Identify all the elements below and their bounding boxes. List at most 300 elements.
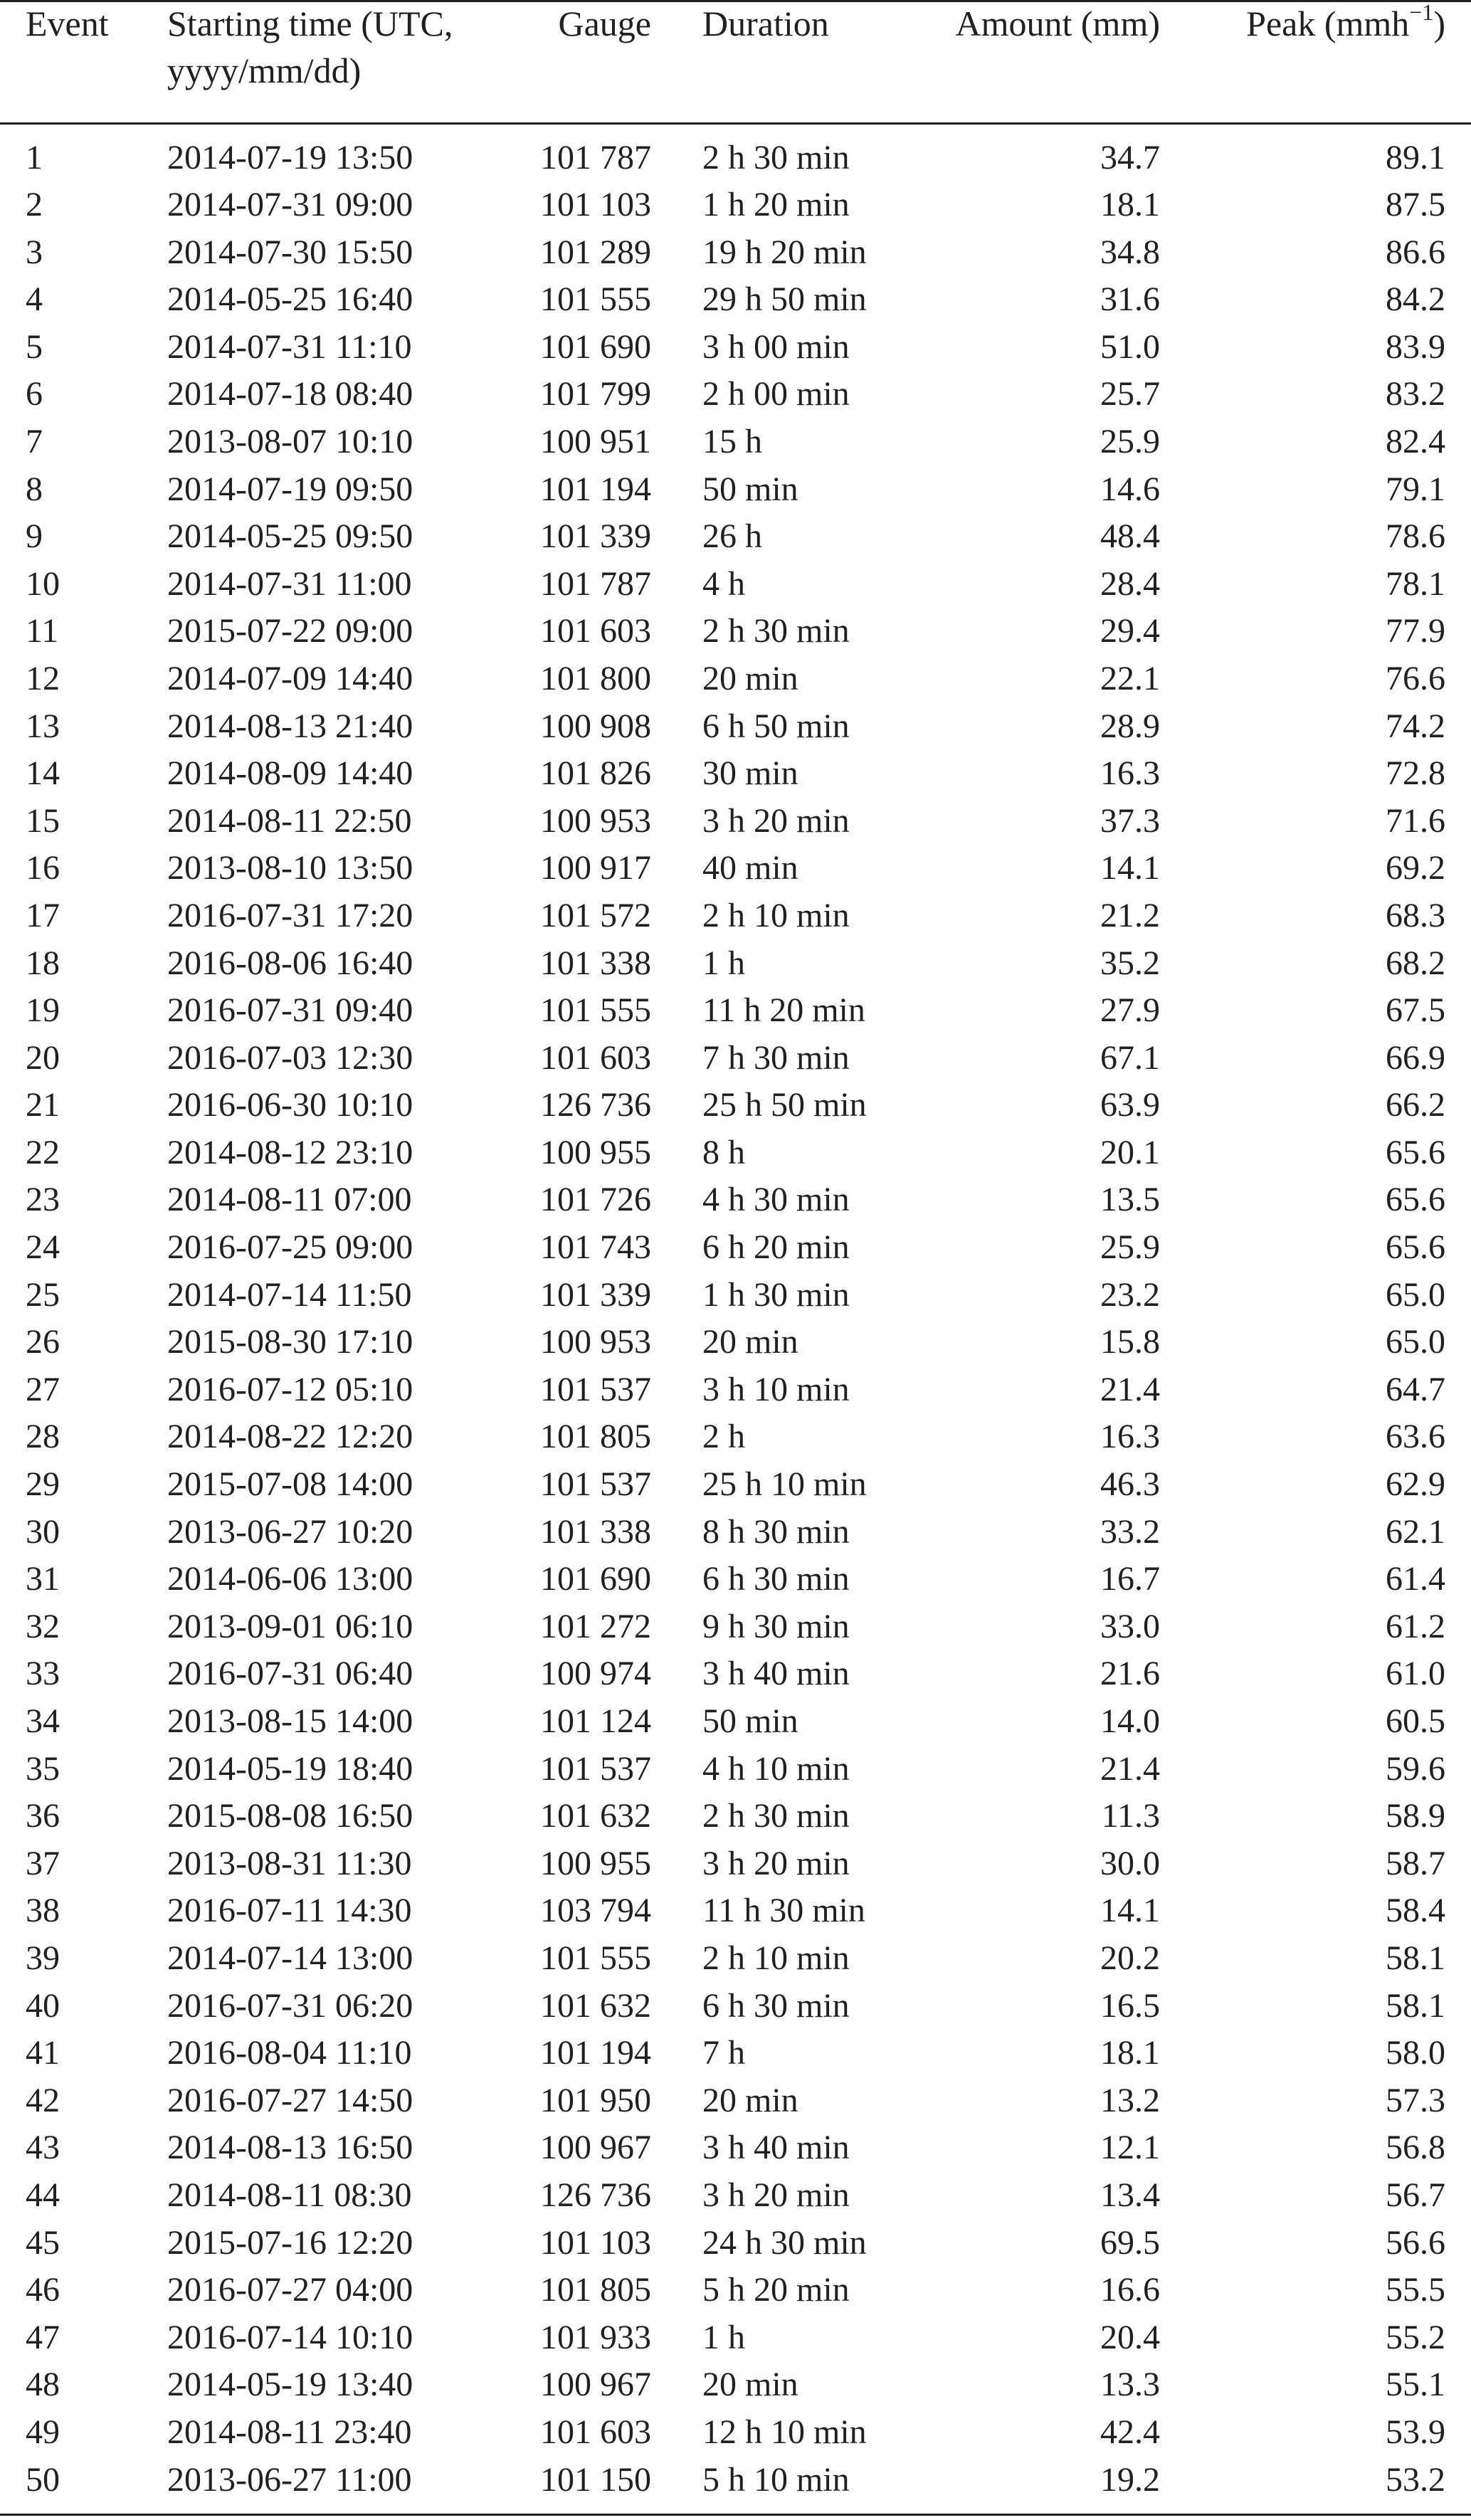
table-row xyxy=(0,1887,1471,1935)
cell-duration: 7 h xyxy=(702,2034,745,2072)
cell-event: 46 xyxy=(26,2271,60,2309)
cell-amount: 67.1 xyxy=(1100,1038,1160,1077)
cell-starting-time: 2016-07-25 09:00 xyxy=(167,1228,413,1267)
header-starting-time xyxy=(167,0,509,125)
table-row xyxy=(0,181,1471,229)
header-peak-base: Peak (mmh xyxy=(1246,4,1410,43)
cell-event: 41 xyxy=(26,2034,60,2072)
cell-event: 36 xyxy=(26,1797,60,1835)
cell-event: 40 xyxy=(26,1986,60,2025)
cell-amount: 12.1 xyxy=(1100,2129,1160,2167)
cell-starting-time: 2013-09-01 06:10 xyxy=(167,1607,413,1645)
cell-duration: 2 h 10 min xyxy=(702,1939,850,1977)
cell-amount: 11.3 xyxy=(1101,1797,1160,1835)
cell-starting-time: 2014-06-06 13:00 xyxy=(167,1560,413,1598)
cell-duration: 3 h 40 min xyxy=(702,1655,850,1693)
cell-peak: 68.2 xyxy=(1386,944,1445,982)
cell-gauge: 101 826 xyxy=(540,754,651,793)
cell-duration: 3 h 10 min xyxy=(702,1370,850,1408)
table-row xyxy=(0,1603,1471,1651)
cell-gauge: 101 800 xyxy=(540,659,651,697)
cell-starting-time: 2016-07-12 05:10 xyxy=(167,1370,413,1408)
cell-gauge: 101 338 xyxy=(540,1512,651,1551)
cell-gauge: 101 787 xyxy=(540,564,651,603)
table-row xyxy=(0,1556,1471,1603)
cell-peak: 63.6 xyxy=(1386,1418,1445,1456)
cell-peak: 69.2 xyxy=(1386,849,1445,887)
header-row xyxy=(0,0,1471,125)
table-row xyxy=(0,1319,1471,1366)
cell-event: 16 xyxy=(26,849,60,887)
cell-duration: 26 h xyxy=(702,517,762,556)
cell-starting-time: 2014-08-13 21:40 xyxy=(167,707,413,745)
cell-starting-time: 2014-07-18 08:40 xyxy=(167,375,413,413)
header-peak-exponent: −1 xyxy=(1409,0,1434,26)
cell-peak: 61.0 xyxy=(1386,1655,1445,1693)
cell-starting-time: 2013-06-27 11:00 xyxy=(167,2460,412,2499)
table-row xyxy=(0,513,1471,561)
cell-peak: 55.5 xyxy=(1386,2271,1445,2309)
table-row xyxy=(0,1746,1471,1793)
cell-gauge: 101 690 xyxy=(540,327,651,366)
cell-starting-time: 2015-08-30 17:10 xyxy=(167,1323,413,1361)
cell-gauge: 100 967 xyxy=(540,2366,651,2404)
cell-event: 38 xyxy=(26,1892,60,1930)
cell-duration: 6 h 50 min xyxy=(702,707,850,745)
cell-starting-time: 2014-05-25 16:40 xyxy=(167,280,413,319)
cell-event: 13 xyxy=(26,707,60,745)
cell-amount: 20.2 xyxy=(1100,1939,1160,1977)
cell-starting-time: 2016-07-27 14:50 xyxy=(167,2081,413,2119)
cell-gauge: 100 974 xyxy=(540,1655,651,1693)
cell-amount: 23.2 xyxy=(1100,1275,1160,1314)
table-row xyxy=(0,2361,1471,2409)
cell-peak: 62.9 xyxy=(1386,1465,1445,1504)
cell-event: 25 xyxy=(26,1275,60,1314)
cell-duration: 25 h 10 min xyxy=(702,1465,867,1504)
cell-peak: 64.7 xyxy=(1386,1370,1445,1408)
cell-event: 23 xyxy=(26,1181,60,1219)
cell-starting-time: 2016-06-30 10:10 xyxy=(167,1086,413,1124)
cell-gauge: 101 603 xyxy=(540,1038,651,1077)
cell-event: 6 xyxy=(26,375,43,413)
cell-duration: 4 h 30 min xyxy=(702,1181,850,1219)
cell-event: 45 xyxy=(26,2223,60,2262)
cell-starting-time: 2013-08-31 11:30 xyxy=(167,1844,412,1882)
cell-event: 39 xyxy=(26,1939,60,1977)
cell-peak: 66.2 xyxy=(1386,1086,1445,1124)
cell-starting-time: 2014-08-11 07:00 xyxy=(167,1181,412,1219)
cell-amount: 13.3 xyxy=(1100,2366,1160,2404)
cell-peak: 71.6 xyxy=(1386,801,1445,840)
cell-gauge: 101 555 xyxy=(540,1939,651,1977)
cell-duration: 1 h xyxy=(702,2318,745,2356)
table-row xyxy=(0,1129,1471,1177)
cell-starting-time: 2014-07-31 11:00 xyxy=(167,564,412,603)
table-body xyxy=(0,125,1471,2504)
cell-gauge: 101 632 xyxy=(540,1986,651,2025)
cell-starting-time: 2016-08-04 11:10 xyxy=(167,2034,412,2072)
cell-amount: 31.6 xyxy=(1100,280,1160,319)
cell-duration: 20 min xyxy=(702,2366,798,2404)
table-row xyxy=(0,1366,1471,1414)
cell-amount: 35.2 xyxy=(1100,944,1160,982)
cell-peak: 68.3 xyxy=(1386,896,1445,934)
cell-event: 8 xyxy=(26,470,43,508)
header-starting-time-line1: Starting time (UTC, xyxy=(167,4,453,43)
cell-event: 28 xyxy=(26,1418,60,1456)
cell-amount: 63.9 xyxy=(1100,1086,1160,1124)
cell-event: 50 xyxy=(26,2460,60,2499)
cell-gauge: 101 632 xyxy=(540,1797,651,1835)
cell-peak: 58.0 xyxy=(1386,2034,1445,2072)
cell-amount: 28.4 xyxy=(1100,564,1160,603)
cell-event: 48 xyxy=(26,2366,60,2404)
cell-starting-time: 2015-08-08 16:50 xyxy=(167,1797,413,1835)
cell-duration: 1 h 30 min xyxy=(702,1275,850,1314)
table-row xyxy=(0,1035,1471,1082)
cell-gauge: 100 955 xyxy=(540,1844,651,1882)
cell-gauge: 100 908 xyxy=(540,707,651,745)
table-row xyxy=(0,1840,1471,1888)
cell-gauge: 101 272 xyxy=(540,1607,651,1645)
cell-gauge: 101 289 xyxy=(540,233,651,271)
cell-peak: 56.8 xyxy=(1386,2129,1445,2167)
cell-event: 44 xyxy=(26,2176,60,2214)
cell-starting-time: 2016-07-27 04:00 xyxy=(167,2271,413,2309)
table-bottom-rule xyxy=(0,2514,1471,2516)
cell-gauge: 101 537 xyxy=(540,1465,651,1504)
cell-amount: 21.4 xyxy=(1100,1749,1160,1788)
cell-gauge: 100 953 xyxy=(540,801,651,840)
table-row xyxy=(0,2030,1471,2077)
cell-starting-time: 2014-08-09 14:40 xyxy=(167,754,413,793)
cell-amount: 14.1 xyxy=(1100,849,1160,887)
cell-starting-time: 2014-08-12 23:10 xyxy=(167,1133,413,1171)
cell-starting-time: 2016-07-31 06:40 xyxy=(167,1655,413,1693)
cell-peak: 86.6 xyxy=(1386,233,1445,271)
cell-duration: 6 h 30 min xyxy=(702,1986,850,2025)
cell-event: 17 xyxy=(26,896,60,934)
cell-duration: 50 min xyxy=(702,470,798,508)
cell-gauge: 101 603 xyxy=(540,2413,651,2451)
table-row xyxy=(0,1935,1471,1983)
table-row xyxy=(0,1698,1471,1746)
cell-gauge: 101 805 xyxy=(540,2271,651,2309)
cell-event: 21 xyxy=(26,1086,60,1124)
cell-gauge: 101 194 xyxy=(540,2034,651,2072)
cell-event: 14 xyxy=(26,754,60,793)
cell-amount: 18.1 xyxy=(1100,2034,1160,2072)
table-row xyxy=(0,1413,1471,1461)
cell-duration: 3 h 40 min xyxy=(702,2129,850,2167)
cell-amount: 13.4 xyxy=(1100,2176,1160,2214)
cell-peak: 65.6 xyxy=(1386,1181,1445,1219)
cell-peak: 89.1 xyxy=(1386,139,1445,176)
cell-amount: 34.8 xyxy=(1100,233,1160,271)
cell-amount: 25.7 xyxy=(1100,375,1160,413)
table-row xyxy=(0,2077,1471,2125)
cell-event: 3 xyxy=(26,233,43,271)
cell-amount: 16.5 xyxy=(1100,1986,1160,2025)
cell-starting-time: 2014-08-22 12:20 xyxy=(167,1418,413,1456)
cell-starting-time: 2014-08-11 22:50 xyxy=(167,801,412,840)
cell-event: 2 xyxy=(26,186,43,223)
cell-gauge: 100 955 xyxy=(540,1133,651,1171)
cell-duration: 29 h 50 min xyxy=(702,280,867,319)
cell-peak: 65.6 xyxy=(1386,1133,1445,1171)
cell-duration: 6 h 20 min xyxy=(702,1228,850,1267)
cell-duration: 8 h 30 min xyxy=(702,1512,850,1551)
cell-event: 12 xyxy=(26,659,60,697)
table-row xyxy=(0,703,1471,751)
table-row xyxy=(0,2267,1471,2314)
cell-starting-time: 2014-07-09 14:40 xyxy=(167,659,413,697)
cell-event: 26 xyxy=(26,1323,60,1361)
cell-peak: 82.4 xyxy=(1386,422,1445,460)
cell-duration: 2 h 30 min xyxy=(702,1797,850,1835)
cell-peak: 77.9 xyxy=(1386,612,1445,650)
cell-duration: 4 h 10 min xyxy=(702,1749,850,1788)
cell-peak: 58.9 xyxy=(1386,1797,1445,1835)
table-row xyxy=(0,892,1471,940)
cell-peak: 83.2 xyxy=(1386,375,1445,413)
cell-amount: 16.6 xyxy=(1100,2271,1160,2309)
cell-starting-time: 2016-07-31 09:40 xyxy=(167,991,413,1030)
cell-amount: 29.4 xyxy=(1100,612,1160,650)
header-amount: Amount (mm) xyxy=(955,4,1160,43)
table-row xyxy=(0,655,1471,703)
table-row xyxy=(0,466,1471,514)
cell-event: 49 xyxy=(26,2413,60,2451)
cell-starting-time: 2014-05-25 09:50 xyxy=(167,517,413,556)
cell-duration: 15 h xyxy=(702,422,762,460)
cell-gauge: 103 794 xyxy=(540,1892,651,1930)
cell-peak: 62.1 xyxy=(1386,1512,1445,1551)
cell-gauge: 101 787 xyxy=(540,139,651,176)
cell-duration: 11 h 30 min xyxy=(702,1892,865,1930)
table-row xyxy=(0,1509,1471,1556)
cell-event: 47 xyxy=(26,2318,60,2356)
cell-amount: 33.0 xyxy=(1100,1607,1160,1645)
cell-amount: 34.7 xyxy=(1100,139,1160,176)
cell-event: 1 xyxy=(26,139,43,176)
cell-gauge: 101 603 xyxy=(540,612,651,650)
cell-gauge: 101 690 xyxy=(540,1560,651,1598)
cell-amount: 21.4 xyxy=(1100,1370,1160,1408)
cell-event: 29 xyxy=(26,1465,60,1504)
cell-event: 42 xyxy=(26,2081,60,2119)
cell-amount: 21.6 xyxy=(1100,1655,1160,1693)
cell-duration: 2 h 00 min xyxy=(702,375,850,413)
cell-event: 10 xyxy=(26,564,60,603)
cell-gauge: 101 805 xyxy=(540,1418,651,1456)
cell-starting-time: 2014-07-19 13:50 xyxy=(167,139,413,176)
table-row xyxy=(0,798,1471,845)
cell-event: 11 xyxy=(26,612,59,650)
header-event: Event xyxy=(26,4,109,43)
cell-gauge: 101 555 xyxy=(540,991,651,1030)
table-row xyxy=(0,750,1471,798)
table-row xyxy=(0,561,1471,608)
cell-event: 9 xyxy=(26,517,43,556)
cell-duration: 25 h 50 min xyxy=(702,1086,867,1124)
cell-peak: 74.2 xyxy=(1386,707,1445,745)
cell-starting-time: 2015-07-16 12:20 xyxy=(167,2223,413,2262)
cell-starting-time: 2016-07-14 10:10 xyxy=(167,2318,413,2356)
cell-event: 43 xyxy=(26,2129,60,2167)
cell-amount: 16.3 xyxy=(1100,754,1160,793)
cell-amount: 19.2 xyxy=(1100,2460,1160,2499)
cell-peak: 57.3 xyxy=(1386,2081,1445,2119)
cell-peak: 58.1 xyxy=(1386,1939,1445,1977)
header-peak xyxy=(1160,0,1471,125)
cell-event: 35 xyxy=(26,1749,60,1788)
cell-event: 30 xyxy=(26,1512,60,1551)
table-row xyxy=(0,1272,1471,1319)
cell-duration: 12 h 10 min xyxy=(702,2413,867,2451)
cell-amount: 13.5 xyxy=(1100,1181,1160,1219)
cell-duration: 1 h 20 min xyxy=(702,186,850,223)
cell-starting-time: 2016-07-03 12:30 xyxy=(167,1038,413,1077)
cell-duration: 9 h 30 min xyxy=(702,1607,850,1645)
table-row xyxy=(0,2220,1471,2267)
cell-peak: 65.0 xyxy=(1386,1275,1445,1314)
cell-gauge: 101 555 xyxy=(540,280,651,319)
cell-starting-time: 2014-07-14 11:50 xyxy=(167,1275,412,1314)
cell-gauge: 101 150 xyxy=(540,2460,651,2499)
cell-amount: 48.4 xyxy=(1100,517,1160,556)
cell-gauge: 100 917 xyxy=(540,849,651,887)
cell-duration: 50 min xyxy=(702,1702,798,1740)
table-row xyxy=(0,1461,1471,1509)
cell-gauge: 101 933 xyxy=(540,2318,651,2356)
cell-duration: 19 h 20 min xyxy=(702,233,867,271)
cell-amount: 42.4 xyxy=(1100,2413,1160,2451)
cell-peak: 56.6 xyxy=(1386,2223,1445,2262)
cell-peak: 56.7 xyxy=(1386,2176,1445,2214)
cell-event: 22 xyxy=(26,1133,60,1171)
cell-event: 33 xyxy=(26,1655,60,1693)
table-row xyxy=(0,276,1471,324)
cell-duration: 20 min xyxy=(702,2081,798,2119)
cell-duration: 3 h 20 min xyxy=(702,801,850,840)
cell-amount: 16.7 xyxy=(1100,1560,1160,1598)
cell-gauge: 101 950 xyxy=(540,2081,651,2119)
cell-amount: 18.1 xyxy=(1100,186,1160,223)
cell-gauge: 100 951 xyxy=(540,422,651,460)
cell-amount: 14.6 xyxy=(1100,470,1160,508)
cell-amount: 27.9 xyxy=(1100,991,1160,1030)
cell-peak: 58.7 xyxy=(1386,1844,1445,1882)
cell-event: 4 xyxy=(26,280,43,319)
cell-amount: 33.2 xyxy=(1100,1512,1160,1551)
cell-amount: 20.4 xyxy=(1100,2318,1160,2356)
cell-peak: 84.2 xyxy=(1386,280,1445,319)
table-row xyxy=(0,940,1471,988)
cell-amount: 69.5 xyxy=(1100,2223,1160,2262)
cell-peak: 78.6 xyxy=(1386,517,1445,556)
cell-peak: 61.2 xyxy=(1386,1607,1445,1645)
table-row xyxy=(0,1650,1471,1698)
cell-duration: 3 h 20 min xyxy=(702,1844,850,1882)
cell-gauge: 101 537 xyxy=(540,1749,651,1788)
cell-duration: 20 min xyxy=(702,1323,798,1361)
table-row xyxy=(0,1176,1471,1224)
header-gauge: Gauge xyxy=(558,4,651,43)
cell-amount: 13.2 xyxy=(1100,2081,1160,2119)
cell-amount: 21.2 xyxy=(1100,896,1160,934)
table-row xyxy=(0,371,1471,418)
cell-gauge: 101 194 xyxy=(540,470,651,508)
cell-starting-time: 2013-08-10 13:50 xyxy=(167,849,413,887)
cell-gauge: 101 726 xyxy=(540,1181,651,1219)
table-row xyxy=(0,2457,1471,2504)
cell-starting-time: 2013-08-07 10:10 xyxy=(167,422,413,460)
cell-event: 34 xyxy=(26,1702,60,1740)
cell-starting-time: 2014-05-19 18:40 xyxy=(167,1749,413,1788)
cell-duration: 40 min xyxy=(702,849,798,887)
table-row xyxy=(0,2314,1471,2362)
cell-gauge: 101 338 xyxy=(540,944,651,982)
cell-peak: 67.5 xyxy=(1386,991,1445,1030)
cell-event: 27 xyxy=(26,1370,60,1408)
cell-duration: 2 h 30 min xyxy=(702,612,850,650)
cell-gauge: 101 124 xyxy=(540,1702,651,1740)
cell-duration: 2 h xyxy=(702,1418,745,1456)
cell-peak: 58.1 xyxy=(1386,1986,1445,2025)
cell-peak: 55.2 xyxy=(1386,2318,1445,2356)
cell-gauge: 101 799 xyxy=(540,375,651,413)
cell-duration: 2 h 30 min xyxy=(702,139,850,176)
cell-gauge: 101 339 xyxy=(540,517,651,556)
cell-gauge: 126 736 xyxy=(540,1086,651,1124)
cell-peak: 65.0 xyxy=(1386,1323,1445,1361)
cell-amount: 37.3 xyxy=(1100,801,1160,840)
cell-peak: 83.9 xyxy=(1386,327,1445,366)
cell-starting-time: 2015-07-22 09:00 xyxy=(167,612,413,650)
cell-duration: 20 min xyxy=(702,659,798,697)
cell-event: 31 xyxy=(26,1560,60,1598)
table-row xyxy=(0,608,1471,655)
cell-starting-time: 2014-05-19 13:40 xyxy=(167,2366,413,2404)
cell-amount: 22.1 xyxy=(1100,659,1160,697)
table-row xyxy=(0,845,1471,892)
cell-event: 7 xyxy=(26,422,43,460)
cell-amount: 14.1 xyxy=(1100,1892,1160,1930)
cell-amount: 28.9 xyxy=(1100,707,1160,745)
cell-gauge: 100 967 xyxy=(540,2129,651,2167)
cell-peak: 60.5 xyxy=(1386,1702,1445,1740)
cell-duration: 7 h 30 min xyxy=(702,1038,850,1077)
cell-starting-time: 2014-08-11 23:40 xyxy=(167,2413,412,2451)
cell-amount: 15.8 xyxy=(1100,1323,1160,1361)
cell-peak: 79.1 xyxy=(1386,470,1445,508)
cell-duration: 1 h xyxy=(702,944,745,982)
cell-duration: 4 h xyxy=(702,564,745,603)
cell-event: 15 xyxy=(26,801,60,840)
cell-gauge: 101 339 xyxy=(540,1275,651,1314)
cell-peak: 58.4 xyxy=(1386,1892,1445,1930)
cell-peak: 53.9 xyxy=(1386,2413,1445,2451)
cell-duration: 5 h 10 min xyxy=(702,2460,850,2499)
cell-starting-time: 2016-07-31 17:20 xyxy=(167,896,413,934)
cell-peak: 76.6 xyxy=(1386,659,1445,697)
cell-amount: 46.3 xyxy=(1100,1465,1160,1504)
table-row xyxy=(0,1983,1471,2030)
cell-gauge: 100 953 xyxy=(540,1323,651,1361)
cell-starting-time: 2015-07-08 14:00 xyxy=(167,1465,413,1504)
